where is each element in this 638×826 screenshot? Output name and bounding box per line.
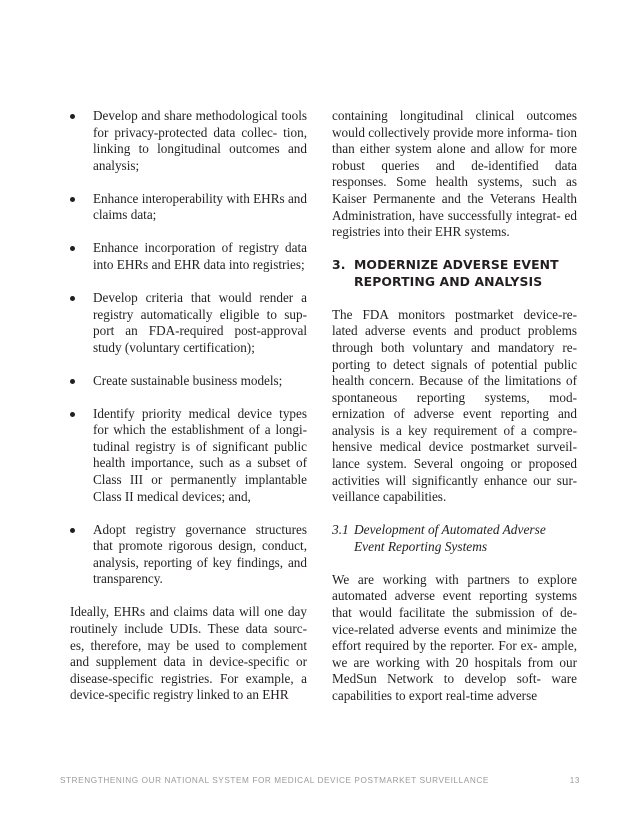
- list-item-text: Identify priority medical device types for which the establishment of a longi- tudinal registry is of significant public health importance, such as a subset of Class III or permanently implantable Class II medical devices; and,: [93, 405, 307, 504]
- list-item: [60, 108, 307, 174]
- list-item: [60, 522, 307, 588]
- section-title: MODERNIZE ADVERSE EVENT REPORTING AND ANALYSIS: [354, 257, 559, 289]
- body-paragraph-continued: containing longitudinal clinical outcomes would collectively provide more informa- tion than either system alone and allow for more robust queries and de-identified data responses. Some health systems, such as Kaiser Permanente and the Veterans Health Administration, have successfully integrat- ed registries into their EHR systems.: [332, 108, 577, 240]
- bullet-icon: [70, 379, 75, 384]
- bullet-icon: [70, 197, 75, 202]
- list-item-text: Create sustainable business models;: [93, 372, 283, 388]
- left-column: [60, 108, 310, 720]
- list-item: [60, 373, 307, 390]
- subsection-heading: [332, 522, 577, 555]
- list-item-text: Enhance incorporation of registry data into EHRs and EHR data into registries;: [93, 240, 307, 272]
- list-item: [60, 406, 307, 506]
- bullet-icon: [70, 412, 75, 417]
- section-paragraph: The FDA monitors postmarket device-re- lated adverse events and product problems through both voluntary and mandatory re- porting to detect signals of potential public health concern. Because of the limitations of spontaneous reporting systems, mod- ernization of adverse event reporting and analysis is a key requirement of a compre- hensive medical device postmarket surveil- lance system. Several ongoing or proposed activities will significantly enhance our sur- veillance capabilities.: [332, 306, 577, 505]
- list-item-text: Develop criteria that would render a registry automatically eligible to sup- port an FDA-required post-approval study (voluntary certification);: [93, 289, 307, 355]
- subsection-paragraph: We are working with partners to explore automated adverse event reporting systems that would facilitate the submission of de- vice-related adverse events and minimize the effort required by the reporter. For ex- ample, we are working with 20 hospitals from our MedSun Network to develop soft- ware capabilities to export real-time adverse: [332, 571, 577, 703]
- list-item: [60, 191, 307, 224]
- body-paragraph: Ideally, EHRs and claims data will one day routinely include UDIs. These data sourc- es, therefore, may be used to complement and supplement data in device-specific or disease-specific registries. For example, a device-specific registry linked to an EHR: [70, 604, 307, 703]
- section-heading: [332, 257, 577, 290]
- list-item-text: Develop and share methodological tools for privacy-protected data collec- tion, linking to longitudinal outcomes and analysis;: [93, 108, 307, 173]
- page-number: 13: [569, 776, 580, 785]
- subsection-title: Development of Automated Adverse Event Reporting Systems: [354, 522, 546, 554]
- bullet-icon: [70, 246, 75, 251]
- bullet-icon: [70, 528, 75, 533]
- page-footer: [60, 776, 580, 790]
- recommendation-list: [60, 108, 310, 588]
- list-item: [60, 290, 307, 356]
- list-item-text: Enhance interoperability with EHRs and claims data;: [93, 190, 307, 223]
- section-number: 3.: [332, 257, 346, 273]
- list-item: [60, 240, 307, 273]
- bullet-icon: [70, 296, 75, 301]
- list-item-text: Adopt registry governance structures that promote rigorous design, conduct, analysis, reporting of key findings, and transparency.: [93, 521, 307, 587]
- footer-title: STRENGTHENING OUR NATIONAL SYSTEM FOR MEDICAL DEVICE POSTMARKET SURVEILLANCE: [60, 776, 489, 785]
- right-column: [332, 108, 577, 721]
- subsection-number: 3.1: [332, 522, 349, 538]
- bullet-icon: [70, 114, 75, 119]
